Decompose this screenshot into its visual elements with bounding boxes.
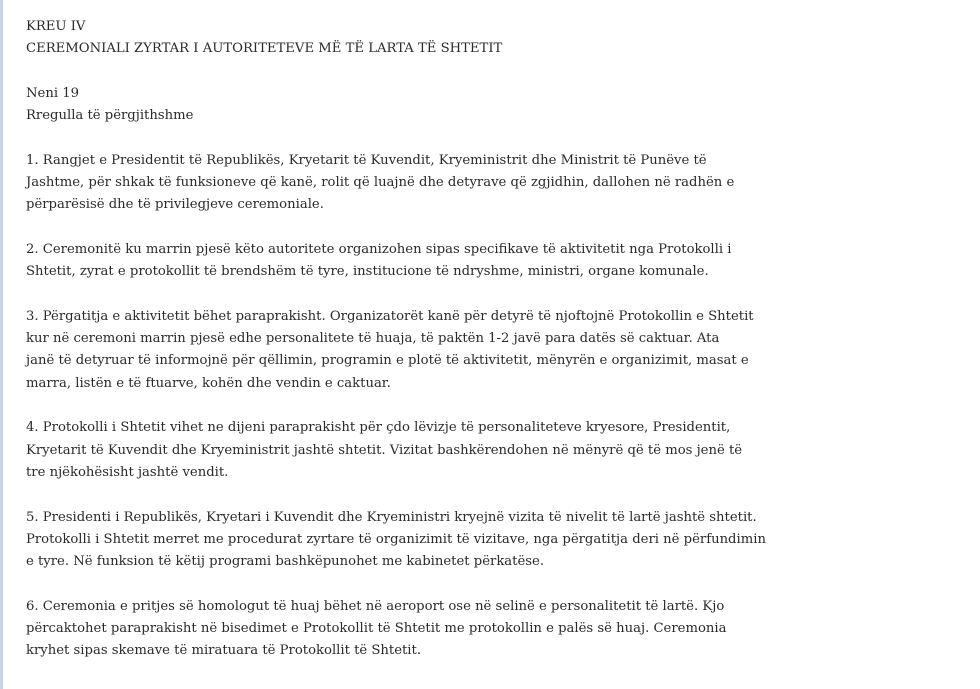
paragraph-3: [26, 306, 766, 395]
paragraph-line: tre njëkohësisht jashtë vendit.: [26, 464, 229, 480]
paragraph-5: [26, 507, 766, 574]
paragraph-line: 4. Protokolli i Shtetit vihet ne dijeni paraprakisht për çdo lëvizje të personaliteteve kryesore, Presidentit,: [26, 420, 731, 436]
paragraph-line: Shtetit, zyrat e protokollit të brendshëm të tyre, institucione të ndryshme, ministri, organe komunale.: [26, 264, 709, 280]
paragraph-line: Kryetarit të Kuvendit dhe Kryeministrit jashtë shtetit. Vizitat bashkërendohen në mënyrë që të mos jenë të: [26, 442, 743, 458]
paragraph-line: marra, listën e të ftuarve, kohën dhe vendin e caktuar.: [26, 375, 391, 391]
paragraph-line: 1. Rangjet e Presidentit të Republikës, Kryetarit të Kuvendit, Kryeministrit dhe Ministrit të Punëve të: [26, 152, 707, 168]
paragraph-4: [26, 417, 766, 484]
article-number: Neni 19: [26, 85, 80, 101]
paragraph-line: kryhet sipas skemave të miratuara të Protokollit të Shtetit.: [26, 643, 422, 659]
chapter-label: KREU IV: [26, 19, 86, 34]
paragraph-line: 5. Presidenti i Republikës, Kryetari i Kuvendit dhe Kryeministri kryejnë vizita të nivelit të lartë jashtë shtetit.: [26, 509, 757, 525]
paragraph-line: përcaktohet paraprakisht në bisedimet e Protokollit të Shtetit me protokollin e palës së huaj. Ceremonia: [26, 621, 727, 637]
paragraph-line: janë të detyruar të informojnë për qëllimin, programin e plotë të aktivitetit, mënyrën e organizimit, masat e: [26, 353, 749, 369]
paragraph-6: [26, 596, 766, 663]
paragraph-line: 6. Ceremonia e pritjes së homologut të huaj bëhet në aeroport ose në selinë e personalitetit të lartë. Kjo: [26, 598, 725, 614]
chapter-heading: [26, 16, 766, 61]
left-border-rule: [0, 0, 3, 689]
document-content: [26, 16, 766, 685]
paragraph-line: 2. Ceremonitë ku marrin pjesë këto autoritete organizohen sipas specifikave të aktivitetit nga Protokolli i: [26, 241, 732, 257]
article-title: Rregulla të përgjithshme: [26, 108, 194, 124]
paragraph-line: 3. Përgatitja e aktivitetit bëhet paraprakisht. Organizatorët kanë për detyrë të njoftojnë Protokollin e Shtetit: [26, 308, 754, 324]
paragraph-line: Protokolli i Shtetit merret me procedurat zyrtare të organizimit të vizitave, nga përgatitja deri në përfundimin: [26, 531, 766, 547]
article-heading: [26, 83, 766, 128]
paragraph-line: e tyre. Në funksion të këtij programi bashkëpunohet me kabinetet përkatëse.: [26, 554, 545, 570]
paragraph-1: [26, 150, 766, 217]
paragraph-2: [26, 239, 766, 284]
chapter-title: CEREMONIALI ZYRTAR I AUTORITETEVE MË TË LARTA TË SHTETIT: [26, 41, 503, 57]
paragraph-line: Jashtme, për shkak të funksioneve që kanë, rolit që luajnë dhe detyrave që zgjidhin, dallohen në radhën e: [26, 175, 735, 191]
paragraph-line: kur në ceremoni marrin pjesë edhe personalitete të huaja, të paktën 1-2 javë para datës së caktuar. Ata: [26, 331, 720, 347]
paragraph-line: përparësisë dhe të privilegjeve ceremoniale.: [26, 197, 324, 213]
